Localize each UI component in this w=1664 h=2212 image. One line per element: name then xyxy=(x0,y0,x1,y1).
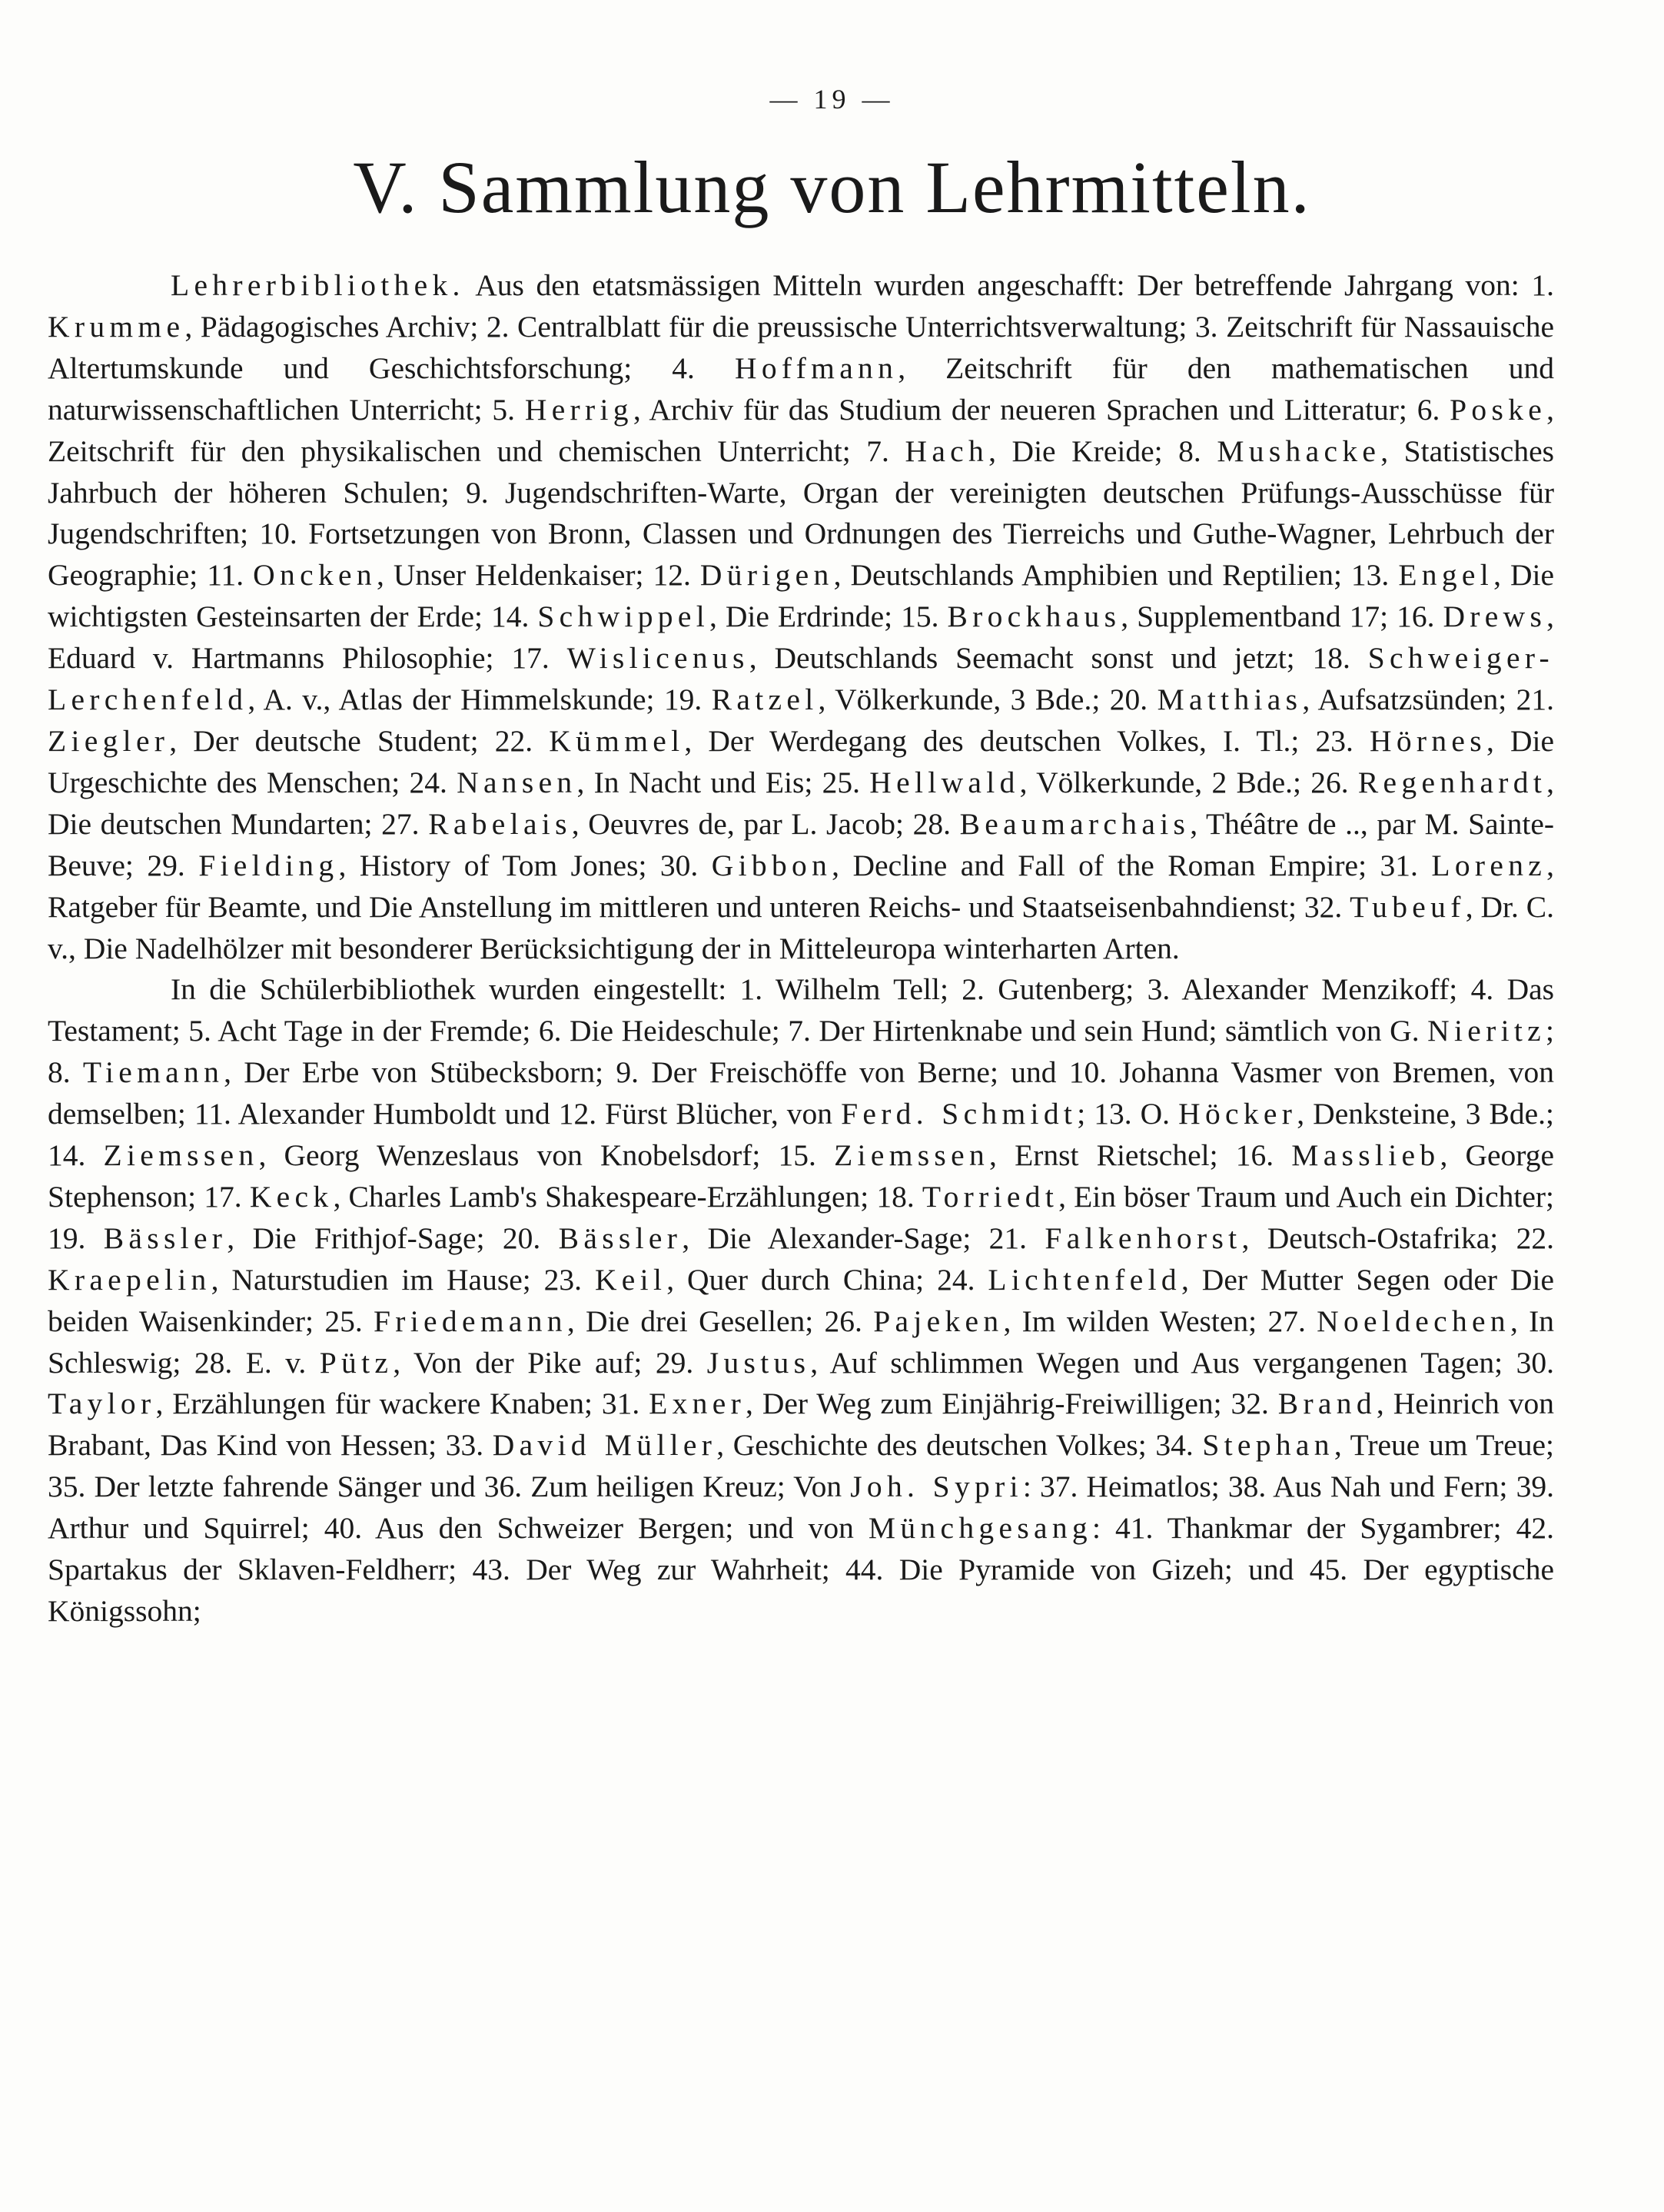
text-run: , Georg Wenzeslaus von Knobelsdorf; 15. xyxy=(258,1138,816,1173)
author-name: Oncken xyxy=(253,558,377,593)
author-name: Exner xyxy=(649,1387,746,1421)
text-run: , Der Werdegang des deutschen Volkes, I. Tl.; 23. xyxy=(684,723,1353,758)
author-name: Fielding xyxy=(198,848,339,882)
text-run: , Die drei Gesellen; 26. xyxy=(566,1304,862,1338)
text-run: , Zeitschrift für den physikalischen und chemischen Unterricht; 7. xyxy=(48,392,1554,468)
text-run: , Die Alexander-Sage; 21. xyxy=(682,1221,1028,1255)
author-name: Engel xyxy=(1398,558,1494,593)
author-name: Tubeuf xyxy=(1350,889,1466,924)
page-number: — 19 — xyxy=(769,84,895,115)
text-run: , Dr. C. v., Die Nadelhölzer mit besonderer Berücksichtigung der in Mitteleuropa winterharten Arten. xyxy=(48,889,1554,965)
text-run: , Quer durch China; 24. xyxy=(666,1262,975,1297)
text-run: , Denksteine, 3 Bde.; 14. xyxy=(48,1097,1555,1173)
author-name: Ziegler xyxy=(48,723,170,758)
author-name: Höcker xyxy=(1178,1097,1297,1131)
text-run: , Ratgeber für Beamte, und Die Anstellung im mittleren und unteren Reichs- und Staatseisenbahndienst; 32. xyxy=(48,848,1555,924)
text-run: , Der Erbe von Stübecksborn; 9. Der Freischöffe von Berne; und 10. Johanna Vasmer von Bremen, von demselben; 11. Alexander Humboldt und 12. Fürst Blücher, von xyxy=(48,1055,1554,1131)
text-run: , Der Weg zum Einjährig-Freiwilligen; 32. xyxy=(746,1387,1269,1421)
text-run: , Von der Pike auf; 29. xyxy=(393,1345,694,1380)
text-run: , Die Erdrinde; 15. xyxy=(709,599,939,634)
author-name: Dürigen xyxy=(699,558,834,593)
text-run: , Zeitschrift für den mathematischen und naturwissenschaftlichen Unterricht; 5. xyxy=(48,350,1555,427)
author-name: Wislicenus xyxy=(566,641,749,676)
author-name: Hörnes xyxy=(1369,723,1486,758)
author-name: Mushacke xyxy=(1217,433,1381,468)
text-run: , Völkerkunde, 2 Bde.; 26. xyxy=(1019,765,1349,799)
paragraph-lehrerbibliothek xyxy=(48,265,1554,969)
author-name: Keck xyxy=(249,1179,334,1214)
author-name: Krumme xyxy=(48,309,185,344)
author-name: Bässler xyxy=(558,1221,683,1255)
text-run: , Théâtre de .., par M. Sainte-Beuve; 29. xyxy=(48,806,1555,882)
text-run: , Deutschlands Amphibien und Reptilien; 13. xyxy=(833,558,1390,593)
text-run: , Oeuvres de, par L. Jacob; 28. xyxy=(571,806,951,841)
text-run: , Der deutsche Student; 22. xyxy=(169,723,533,758)
author-name: Joh. Sypri xyxy=(850,1470,1023,1504)
author-name: Lichtenfeld xyxy=(988,1262,1181,1297)
text-run: In die Schülerbibliothek wurden eingestellt: 1. Wilhelm Tell; 2. Gutenberg; 3. Alexander Menzikoff; 4. Das Testament; 5. Acht Tage in der Fremde; 6. Die Heideschule; 7. Der Hirtenknabe und sein Hund; sämtlich von G. xyxy=(48,972,1554,1048)
author-name: Masslieb xyxy=(1291,1138,1440,1173)
author-name: Keil xyxy=(594,1262,667,1297)
text-run: , In Schleswig; 28. E. v. xyxy=(48,1304,1555,1380)
text-run: , Ernst Rietschel; 16. xyxy=(989,1138,1274,1173)
author-name: Poske xyxy=(1450,392,1547,427)
text-run: , Treue um Treue; 35. Der letzte fahrende Sänger und 36. Zum heiligen Kreuz; Von xyxy=(48,1428,1555,1504)
section-label: Lehrerbibliothek. xyxy=(171,268,465,302)
text-run: , In Nacht und Eis; 25. xyxy=(576,765,861,799)
text-run: , Geschichte des deutschen Volkes; 34. xyxy=(716,1428,1194,1463)
author-name: Torriedt xyxy=(922,1179,1059,1214)
body-text xyxy=(48,265,1554,1632)
author-name: Nansen xyxy=(457,765,577,799)
text-run: , Deutschlands Seemacht sonst und jetzt; 18. xyxy=(749,641,1350,676)
author-name: Tiemann xyxy=(82,1055,224,1090)
author-name: Kümmel xyxy=(549,723,685,758)
author-name: Drews xyxy=(1443,599,1547,634)
author-name: Herrig xyxy=(524,392,633,427)
author-name: Münchgesang xyxy=(868,1511,1093,1546)
text-run: , Unser Heldenkaiser; 12. xyxy=(376,558,691,593)
author-name: Ziemssen xyxy=(834,1138,990,1173)
text-run: , Die Frithjof-Sage; 20. xyxy=(227,1221,541,1255)
author-name: Beaumarchais xyxy=(959,806,1191,841)
author-name: Brand xyxy=(1277,1387,1377,1421)
author-name: David Müller xyxy=(492,1428,717,1463)
text-run: , Pädagogisches Archiv; 2. Centralblatt für die preussische Unterrichtsverwaltung; 3. Zeitschrift für Nassauische Altertumskunde und Geschichtsforschung; 4. xyxy=(48,309,1554,385)
text-run: , Supplementband 17; 16. xyxy=(1121,599,1435,634)
text-run: , Naturstudien im Hause; 23. xyxy=(211,1262,583,1297)
author-name: Bässler xyxy=(103,1221,228,1255)
text-run: , Ein böser Traum und Auch ein Dichter; 19. xyxy=(48,1179,1555,1255)
text-run: , Der Mutter Segen oder Die beiden Waisenkinder; 25. xyxy=(48,1262,1554,1338)
author-name: Ratzel xyxy=(711,683,819,717)
author-name: Hach xyxy=(905,433,989,468)
author-name: Schwippel xyxy=(537,599,710,634)
author-name: Kraepelin xyxy=(48,1262,211,1297)
text-run: , Die Kreide; 8. xyxy=(988,433,1201,468)
text-run: , History of Tom Jones; 30. xyxy=(338,848,699,882)
text-run: , Decline and Fall of the Roman Empire; 31. xyxy=(832,848,1418,882)
text-run: , Die deutschen Mundarten; 27. xyxy=(48,765,1555,841)
author-name: Schweiger-Lerchenfeld xyxy=(48,641,1555,717)
text-run: , Eduard v. Hartmanns Philosophie; 17. xyxy=(48,599,1555,676)
author-name: Brockhaus xyxy=(947,599,1121,634)
text-run: , Erzählungen für wackere Knaben; 31. xyxy=(155,1387,640,1421)
author-name: Justus xyxy=(706,1345,811,1380)
text-run: , Heinrich von Brabant, Das Kind von Hessen; 33. xyxy=(48,1387,1555,1463)
author-name: Gibbon xyxy=(711,848,832,882)
author-name: Hellwald xyxy=(869,765,1020,799)
text-run: ; 8. xyxy=(48,1014,1555,1090)
text-run: , Charles Lamb's Shakespeare-Erzählungen; 18. xyxy=(333,1179,915,1214)
text-run: , Archiv für das Studium der neueren Sprachen und Litteratur; 6. xyxy=(633,392,1440,427)
author-name: Pütz xyxy=(319,1345,394,1380)
text-run: , Statistisches Jahrbuch der höheren Schulen; 9. Jugendschriften-Warte, Organ der vereinigten deutschen Prüfungs-Ausschüsse für Jugendschriften; 10. Fortsetzungen von Bronn, Classen und Ordnungen des Tierreichs und Guthe-Wagner, Lehrbuch der Geographie; 11. xyxy=(48,433,1554,593)
author-name: Hoffmann xyxy=(735,350,898,385)
author-name: Nieritz xyxy=(1427,1014,1546,1048)
author-name: Stephan xyxy=(1202,1428,1334,1463)
text-run: : 37. Heimatlos; 38. Aus Nah und Fern; 39. Arthur und Squirrel; 40. Aus den Schweizer Bergen; und von xyxy=(48,1470,1555,1546)
text-run: , Die wichtigsten Gesteinsarten der Erde; 14. xyxy=(48,558,1554,634)
author-name: Taylor xyxy=(48,1387,156,1421)
author-name: Regenhardt xyxy=(1357,765,1547,799)
text-run: , Völkerkunde, 3 Bde.; 20. xyxy=(818,683,1148,717)
author-name: Falkenhorst xyxy=(1045,1221,1242,1255)
author-name: Noeldechen xyxy=(1317,1304,1510,1338)
text-run: , Aufsatzsünden; 21. xyxy=(1302,683,1555,717)
text-run: , Deutsch-Ostafrika; 22. xyxy=(1241,1221,1554,1255)
paragraph-schuelerbibliothek xyxy=(48,969,1554,1632)
author-name: Pajeken xyxy=(873,1304,1004,1338)
author-name: Ferd. Schmidt xyxy=(841,1097,1078,1131)
text-run: , Im wilden Westen; 27. xyxy=(1003,1304,1306,1338)
author-name: Friedemann xyxy=(374,1304,567,1338)
author-name: Ziemssen xyxy=(103,1138,259,1173)
text-run: Aus den etatsmässigen Mitteln wurden angeschafft: Der betreffende Jahrgang von: 1. xyxy=(475,268,1554,302)
text-run: : 41. Thankmar der Sygambrer; 42. Spartakus der Sklaven-Feldherr; 43. Der Weg zur Wahrheit; 44. Die Pyramide von Gizeh; und 45. Der egyptische Königssohn; xyxy=(48,1511,1555,1628)
author-name: Lorenz xyxy=(1431,848,1547,882)
text-run: , A. v., Atlas der Himmelskunde; 19. xyxy=(247,683,702,717)
text-run: , George Stephenson; 17. xyxy=(48,1138,1555,1214)
text-run: , Auf schlimmen Wegen und Aus vergangenen Tagen; 30. xyxy=(810,1345,1555,1380)
text-run: ; 13. O. xyxy=(1077,1097,1171,1131)
author-name: Matthias xyxy=(1157,683,1303,717)
text-run: , Die Urgeschichte des Menschen; 24. xyxy=(48,723,1555,799)
section-heading: V. Sammlung von Lehrmitteln. xyxy=(353,146,1311,228)
author-name: Rabelais xyxy=(428,806,572,841)
